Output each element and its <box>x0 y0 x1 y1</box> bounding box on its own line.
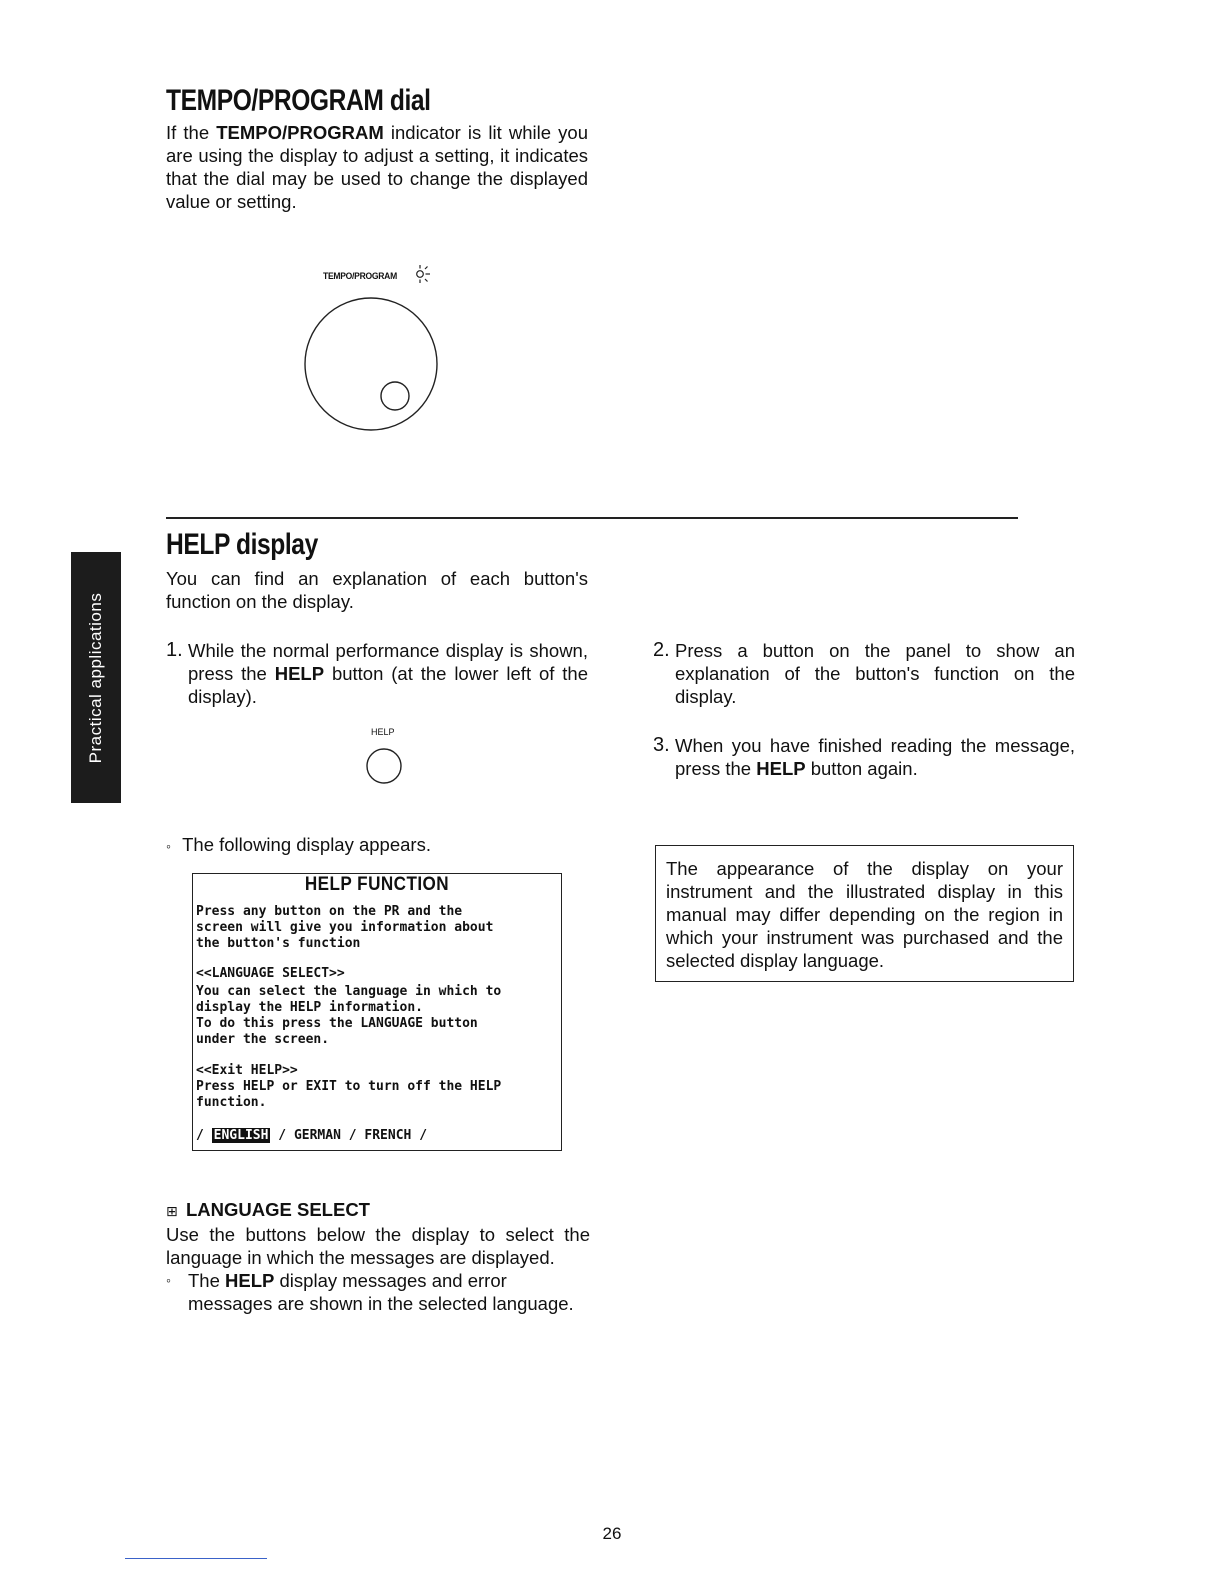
lcd-line: function. <box>196 1095 267 1110</box>
lcd-lang-sep: / <box>196 1128 204 1143</box>
display-appears-bullet <box>166 833 431 858</box>
lcd-language-row <box>196 1128 427 1144</box>
side-tab-label: Practical applications <box>86 592 105 763</box>
help-button[interactable] <box>364 746 404 786</box>
step-3 <box>653 734 1075 782</box>
lang-bullet-post: display messages and error messages are shown in the selected language. <box>188 1270 574 1314</box>
lcd-line: under the screen. <box>196 1032 330 1047</box>
step-2-text: Press a button on the panel to show an explanation of the button's function on the display. <box>675 640 1075 707</box>
language-select-marker-icon: ⊞ <box>166 1203 178 1219</box>
help-display-heading: HELP display <box>166 528 318 561</box>
help-lcd-screen <box>192 873 562 1151</box>
step-3-text <box>675 734 1075 780</box>
region-note-text: The appearance of the display on your instrument and the illustrated display in this manual may differ depending on the region in which your instrument was purchased and the selected display language. <box>666 858 1063 971</box>
bullet-icon: ◦ <box>166 838 171 854</box>
lcd-title: HELP FUNCTION <box>304 874 450 895</box>
section-divider <box>166 517 1018 519</box>
tempo-para-pre: If the <box>166 122 217 143</box>
step-3-number: 3. <box>653 734 670 756</box>
language-select-bullet-text <box>188 1270 574 1314</box>
footer-link-underline <box>125 1558 267 1559</box>
lcd-line: To do this press the LANGUAGE button <box>196 1016 478 1031</box>
lcd-line: <<Exit HELP>> <box>196 1063 298 1078</box>
step-3-pre: When you have finished reading the message, press the <box>675 735 1075 779</box>
bullet-icon: ◦ <box>166 1272 171 1288</box>
page-number: 26 <box>602 1524 622 1543</box>
tempo-program-dial[interactable] <box>303 296 439 434</box>
lcd-lang-french[interactable]: FRENCH <box>364 1128 412 1143</box>
indicator-lamp-icon <box>412 262 434 286</box>
lcd-line: screen will give you information about <box>196 920 494 935</box>
lcd-line: You can select the language in which to <box>196 984 502 999</box>
step-1 <box>166 639 588 711</box>
language-select-heading-row <box>166 1198 590 1223</box>
lcd-lang-english[interactable]: ENGLISH <box>213 1128 269 1143</box>
step-1-pre: While the normal performance display is shown, press the <box>188 640 588 684</box>
step-1-post: button (at the lower left of the display). <box>188 663 588 707</box>
region-note-box <box>655 845 1074 982</box>
lcd-lang-german[interactable]: GERMAN <box>293 1128 341 1143</box>
help-button-label: HELP <box>371 727 395 737</box>
tempo-program-heading: TEMPO/PROGRAM dial <box>166 84 431 117</box>
lcd-line: Press HELP or EXIT to turn off the HELP <box>196 1079 502 1094</box>
lang-bullet-pre: The <box>188 1270 226 1291</box>
step-1-bold: HELP <box>274 663 325 684</box>
lcd-lang-sep: / <box>348 1128 357 1143</box>
language-select-text: Use the buttons below the display to select the language in which the messages are displayed. <box>166 1224 590 1268</box>
language-select-heading: LANGUAGE SELECT <box>186 1199 370 1220</box>
language-select-block <box>166 1198 590 1315</box>
help-intro-paragraph: You can find an explanation of each button's function on the display. <box>166 568 588 612</box>
tempo-para-post: indicator is lit while you are using the display to adjust a setting, it indicates that the dial may be used to change the displayed value or setting. <box>166 122 588 212</box>
tempo-para-bold: TEMPO/PROGRAM <box>216 122 384 143</box>
lcd-line: Press any button on the PR and the <box>196 904 463 919</box>
step-2-number: 2. <box>653 639 670 661</box>
section-side-tab <box>71 552 121 803</box>
tempo-program-paragraph <box>166 121 588 213</box>
step-1-number: 1. <box>166 639 183 661</box>
lang-bullet-bold: HELP <box>225 1270 275 1291</box>
language-select-bullet <box>166 1269 590 1315</box>
tempo-program-heading-wrap <box>166 84 596 118</box>
dial-finger-hole-icon <box>381 382 409 410</box>
lcd-line: the button's function <box>196 936 361 951</box>
step-2 <box>653 639 1075 711</box>
step-1-text <box>188 639 588 708</box>
display-appears-text: The following display appears. <box>182 834 431 855</box>
lcd-line: <<LANGUAGE SELECT>> <box>196 966 345 981</box>
step-3-bold: HELP <box>756 758 806 779</box>
lcd-lang-sep: / <box>419 1128 428 1143</box>
help-heading-wrap <box>166 528 596 562</box>
step-3-post: button again. <box>805 758 918 779</box>
dial-label: TEMPO/PROGRAM <box>323 271 397 282</box>
lcd-line: display the HELP information. <box>196 1000 423 1015</box>
lcd-lang-sep: / <box>278 1128 287 1143</box>
